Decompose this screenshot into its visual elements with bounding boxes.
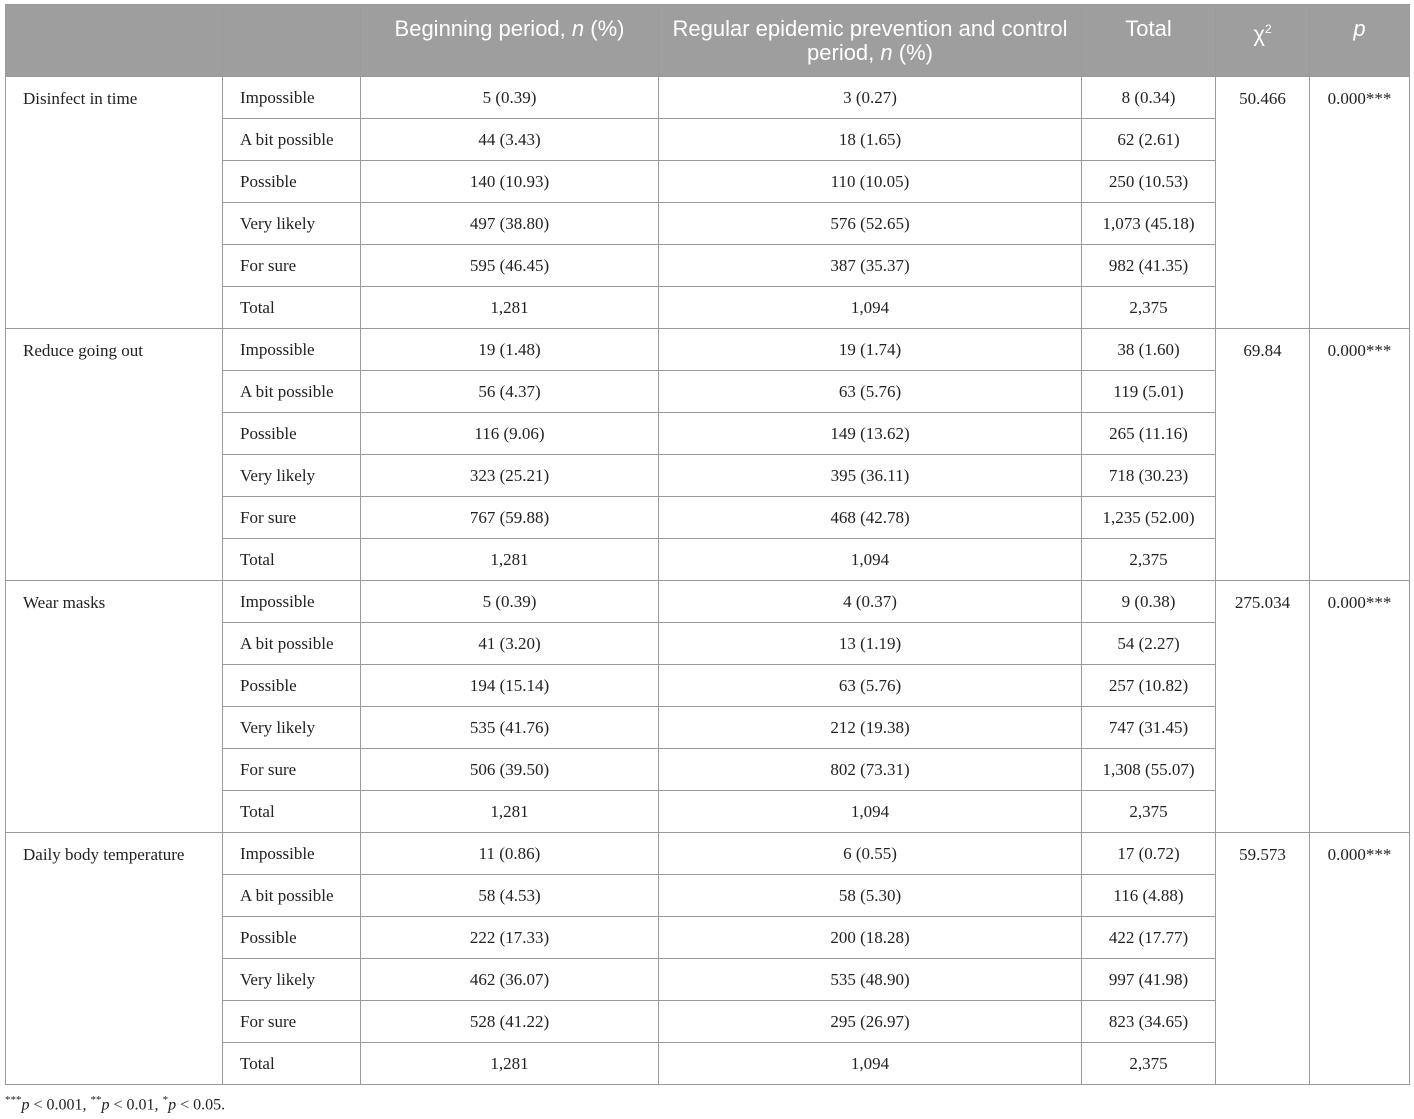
regular-period-cell: 18 (1.65) <box>659 119 1082 161</box>
group-label: Disinfect in time <box>6 77 223 329</box>
chi-square-value: 275.034 <box>1216 581 1310 833</box>
beginning-period-cell: 116 (9.06) <box>361 413 659 455</box>
chi-square-value: 59.573 <box>1216 833 1310 1085</box>
footnote-p-1: p <box>21 1096 30 1114</box>
beginning-period-cell: 1,281 <box>361 791 659 833</box>
response-level-cell: For sure <box>223 749 361 791</box>
regular-period-cell: 6 (0.55) <box>659 833 1082 875</box>
response-level-cell: Impossible <box>223 581 361 623</box>
table-row <box>6 581 1410 623</box>
total-cell: 62 (2.61) <box>1082 119 1216 161</box>
regular-period-cell: 295 (26.97) <box>659 1001 1082 1043</box>
beginning-period-cell: 528 (41.22) <box>361 1001 659 1043</box>
footnote-stars-3: * <box>162 1094 169 1106</box>
total-cell: 38 (1.60) <box>1082 329 1216 371</box>
header-empty-1 <box>6 5 223 77</box>
total-cell: 2,375 <box>1082 1043 1216 1085</box>
total-cell: 1,235 (52.00) <box>1082 497 1216 539</box>
total-cell: 823 (34.65) <box>1082 1001 1216 1043</box>
footnote-text-1: < 0.001, <box>29 1096 91 1114</box>
total-cell: 997 (41.98) <box>1082 959 1216 1001</box>
p-value: 0.000*** <box>1310 329 1410 581</box>
total-cell: 422 (17.77) <box>1082 917 1216 959</box>
beginning-period-cell: 595 (46.45) <box>361 245 659 287</box>
group-label: Wear masks <box>6 581 223 833</box>
regular-period-cell: 149 (13.62) <box>659 413 1082 455</box>
beginning-period-cell: 11 (0.86) <box>361 833 659 875</box>
regular-period-cell: 200 (18.28) <box>659 917 1082 959</box>
beginning-period-cell: 44 (3.43) <box>361 119 659 161</box>
beginning-period-cell: 1,281 <box>361 287 659 329</box>
p-value: 0.000*** <box>1310 77 1410 329</box>
beginning-period-cell: 19 (1.48) <box>361 329 659 371</box>
header-total: Total <box>1082 5 1216 77</box>
total-cell: 8 (0.34) <box>1082 77 1216 119</box>
beginning-period-cell: 535 (41.76) <box>361 707 659 749</box>
total-cell: 17 (0.72) <box>1082 833 1216 875</box>
response-level-cell: Very likely <box>223 707 361 749</box>
header-regular-tail: (%) <box>892 40 933 65</box>
total-cell: 982 (41.35) <box>1082 245 1216 287</box>
total-cell: 54 (2.27) <box>1082 623 1216 665</box>
regular-period-cell: 1,094 <box>659 791 1082 833</box>
regular-period-cell: 63 (5.76) <box>659 665 1082 707</box>
total-cell: 2,375 <box>1082 539 1216 581</box>
regular-period-cell: 1,094 <box>659 1043 1082 1085</box>
response-level-cell: Impossible <box>223 329 361 371</box>
header-regular-label: Regular epidemic prevention and control period, <box>672 16 1068 65</box>
header-chi-square <box>1216 5 1310 77</box>
group-label: Reduce going out <box>6 329 223 581</box>
total-cell: 747 (31.45) <box>1082 707 1216 749</box>
regular-period-cell: 63 (5.76) <box>659 371 1082 413</box>
chi-square-value: 50.466 <box>1216 77 1310 329</box>
response-level-cell: Very likely <box>223 959 361 1001</box>
total-cell: 250 (10.53) <box>1082 161 1216 203</box>
regular-period-cell: 468 (42.78) <box>659 497 1082 539</box>
footnote-text-3: < 0.05. <box>176 1096 226 1114</box>
regular-period-cell: 13 (1.19) <box>659 623 1082 665</box>
table-body <box>6 77 1410 1085</box>
table-header <box>6 5 1410 77</box>
total-cell: 1,308 (55.07) <box>1082 749 1216 791</box>
p-value: 0.000*** <box>1310 833 1410 1085</box>
beginning-period-cell: 222 (17.33) <box>361 917 659 959</box>
header-empty-2 <box>223 5 361 77</box>
regular-period-cell: 110 (10.05) <box>659 161 1082 203</box>
response-level-cell: Possible <box>223 917 361 959</box>
beginning-period-cell: 41 (3.20) <box>361 623 659 665</box>
response-level-cell: A bit possible <box>223 371 361 413</box>
response-level-cell: Total <box>223 539 361 581</box>
table-row <box>6 77 1410 119</box>
response-level-cell: Very likely <box>223 455 361 497</box>
chi-square-value: 69.84 <box>1216 329 1310 581</box>
regular-period-cell: 802 (73.31) <box>659 749 1082 791</box>
header-chi-sup: 2 <box>1264 22 1272 36</box>
beginning-period-cell: 506 (39.50) <box>361 749 659 791</box>
total-cell: 2,375 <box>1082 287 1216 329</box>
table-row <box>6 329 1410 371</box>
response-level-cell: Possible <box>223 161 361 203</box>
response-level-cell: Impossible <box>223 77 361 119</box>
table-row <box>6 833 1410 875</box>
beginning-period-cell: 462 (36.07) <box>361 959 659 1001</box>
regular-period-cell: 4 (0.37) <box>659 581 1082 623</box>
beginning-period-cell: 5 (0.39) <box>361 581 659 623</box>
response-level-cell: Total <box>223 287 361 329</box>
beginning-period-cell: 497 (38.80) <box>361 203 659 245</box>
header-chi-symbol: χ <box>1253 21 1265 47</box>
response-level-cell: A bit possible <box>223 623 361 665</box>
response-level-cell: Total <box>223 1043 361 1085</box>
response-level-cell: Possible <box>223 413 361 455</box>
footnote-p-3: p <box>168 1096 177 1114</box>
footnote-text-2: < 0.01, <box>109 1096 163 1114</box>
footnote-stars-2: ** <box>90 1094 102 1106</box>
p-value: 0.000*** <box>1310 581 1410 833</box>
header-beginning-period <box>361 5 659 77</box>
total-cell: 1,073 (45.18) <box>1082 203 1216 245</box>
beginning-period-cell: 58 (4.53) <box>361 875 659 917</box>
regular-period-cell: 1,094 <box>659 539 1082 581</box>
regular-period-cell: 535 (48.90) <box>659 959 1082 1001</box>
beginning-period-cell: 1,281 <box>361 1043 659 1085</box>
total-cell: 718 (30.23) <box>1082 455 1216 497</box>
total-cell: 116 (4.88) <box>1082 875 1216 917</box>
results-table <box>5 4 1410 1085</box>
total-cell: 265 (11.16) <box>1082 413 1216 455</box>
footnote-p-2: p <box>101 1096 110 1114</box>
response-level-cell: A bit possible <box>223 875 361 917</box>
total-cell: 119 (5.01) <box>1082 371 1216 413</box>
regular-period-cell: 387 (35.37) <box>659 245 1082 287</box>
regular-period-cell: 212 (19.38) <box>659 707 1082 749</box>
regular-period-cell: 395 (36.11) <box>659 455 1082 497</box>
beginning-period-cell: 140 (10.93) <box>361 161 659 203</box>
total-cell: 2,375 <box>1082 791 1216 833</box>
response-level-cell: For sure <box>223 497 361 539</box>
total-cell: 257 (10.82) <box>1082 665 1216 707</box>
response-level-cell: Impossible <box>223 833 361 875</box>
regular-period-cell: 3 (0.27) <box>659 77 1082 119</box>
beginning-period-cell: 1,281 <box>361 539 659 581</box>
header-beginning-tail: (%) <box>584 16 625 41</box>
beginning-period-cell: 323 (25.21) <box>361 455 659 497</box>
table-container <box>5 4 1409 1085</box>
regular-period-cell: 58 (5.30) <box>659 875 1082 917</box>
beginning-period-cell: 194 (15.14) <box>361 665 659 707</box>
header-beginning-n: n <box>571 16 585 41</box>
response-level-cell: Possible <box>223 665 361 707</box>
header-regular-period <box>659 5 1082 77</box>
footnote-stars-1: *** <box>5 1094 22 1106</box>
response-level-cell: A bit possible <box>223 119 361 161</box>
group-label: Daily body temperature <box>6 833 223 1085</box>
response-level-cell: Very likely <box>223 203 361 245</box>
footnote <box>5 1094 225 1114</box>
total-cell: 9 (0.38) <box>1082 581 1216 623</box>
regular-period-cell: 576 (52.65) <box>659 203 1082 245</box>
response-level-cell: Total <box>223 791 361 833</box>
beginning-period-cell: 5 (0.39) <box>361 77 659 119</box>
response-level-cell: For sure <box>223 1001 361 1043</box>
header-p-value: p <box>1310 5 1410 77</box>
header-beginning-label: Beginning period, <box>394 16 572 41</box>
beginning-period-cell: 767 (59.88) <box>361 497 659 539</box>
regular-period-cell: 19 (1.74) <box>659 329 1082 371</box>
regular-period-cell: 1,094 <box>659 287 1082 329</box>
header-regular-n: n <box>880 40 893 65</box>
header-row <box>6 5 1410 77</box>
response-level-cell: For sure <box>223 245 361 287</box>
beginning-period-cell: 56 (4.37) <box>361 371 659 413</box>
